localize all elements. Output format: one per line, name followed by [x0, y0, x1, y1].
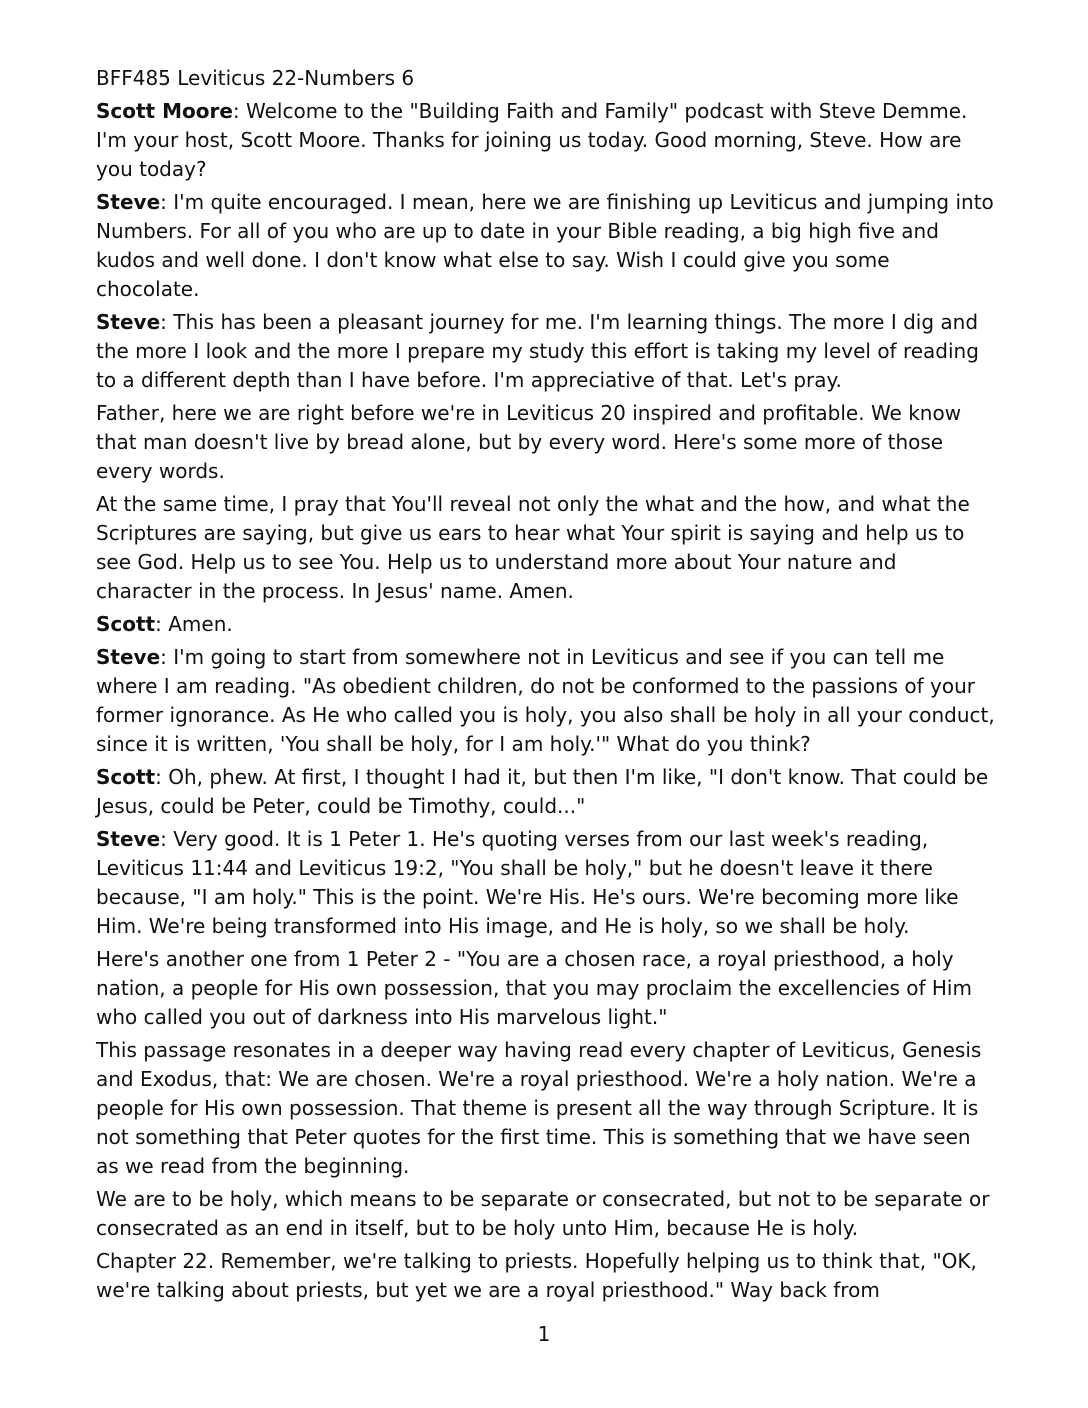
speaker-name: Scott Moore	[96, 99, 233, 123]
paragraph-text: Chapter 22. Remember, we're talking to priests. Hopefully helping us to think that, "OK, we're talking about priests, but yet we are a royal priesthood." Way back from	[96, 1249, 977, 1302]
document-title: BFF485 Leviticus 22-Numbers 6	[96, 66, 415, 90]
paragraph-text: Father, here we are right before we're in Leviticus 20 inspired and profitable. We know that man doesn't live by bread alone, but by every word. Here's some more of those every words.	[96, 401, 962, 483]
paragraph-text: We are to be holy, which means to be separate or consecrated, but not to be separate or consecrated as an end in itself, but to be holy unto Him, because He is holy.	[96, 1187, 990, 1240]
paragraph-text: : Very good. It is 1 Peter 1. He's quoting verses from our last week's reading, Leviticus 11:44 and Leviticus 19:2, "You shall be holy," but he doesn't leave it there because, "I am holy." This is the point. We're His. He's ours. We're becoming more like Him. We're being transformed into His image, and He is holy, so we shall be holy.	[96, 827, 959, 938]
speaker-name: Scott	[96, 765, 156, 789]
speaker-name: Steve	[96, 827, 161, 851]
paragraph	[96, 490, 996, 606]
paragraph	[96, 945, 996, 1032]
paragraph	[96, 308, 996, 395]
paragraph	[96, 1247, 996, 1305]
paragraph	[96, 763, 996, 821]
paragraph	[96, 399, 996, 486]
paragraph-text: At the same time, I pray that You'll reveal not only the what and the how, and what the Scriptures are saying, but give us ears to hear what Your spirit is saying and help us to see God. Help us to see You. Help us to understand more about Your nature and character in the process. In Jesus' name. Amen.	[96, 492, 970, 603]
paragraph-text: : Oh, phew. At first, I thought I had it, but then I'm like, "I don't know. That could be Jesus, could be Peter, could be Timothy, could..."	[96, 765, 989, 818]
paragraph-text: : Welcome to the "Building Faith and Family" podcast with Steve Demme. I'm your host, Scott Moore. Thanks for joining us today. Good morning, Steve. How are you today?	[96, 99, 968, 181]
paragraph	[96, 1036, 996, 1181]
paragraph	[96, 1185, 996, 1243]
paragraph-text: Here's another one from 1 Peter 2 - "You are a chosen race, a royal priesthood, a holy nation, a people for His own possession, that you may proclaim the excellencies of Him who called you out of darkness into His marvelous light."	[96, 947, 972, 1029]
paragraph	[96, 825, 996, 941]
paragraph-text: : Amen.	[155, 612, 233, 636]
paragraph	[96, 188, 996, 304]
paragraph	[96, 643, 996, 759]
paragraph	[96, 610, 996, 639]
speaker-name: Steve	[96, 310, 161, 334]
speaker-name: Steve	[96, 190, 161, 214]
paragraph-text: : I'm going to start from somewhere not in Leviticus and see if you can tell me where I am reading. "As obedient children, do not be conformed to the passions of your former ignorance. As He who called you is holy, you also shall be holy in all your conduct, since it is written, 'You shall be holy, for I am holy.'" What do you think?	[96, 645, 995, 756]
page-number: 1	[537, 1322, 551, 1346]
speaker-name: Steve	[96, 645, 161, 669]
paragraph-text: : This has been a pleasant journey for me. I'm learning things. The more I dig and the more I look and the more I prepare my study this effort is taking my level of reading to a different depth than I have before. I'm appreciative of that. Let's pray.	[96, 310, 979, 392]
paragraph	[96, 97, 996, 184]
paragraph-text: This passage resonates in a deeper way having read every chapter of Leviticus, Genesis and Exodus, that: We are chosen. We're a royal priesthood. We're a holy nation. We're a people for His own possession. That theme is present all the way through Scripture. It is not something that Peter quotes for the first time. This is something that we have seen as we read from the beginning.	[96, 1038, 982, 1178]
speaker-name: Scott	[96, 612, 156, 636]
paragraph-text: : I'm quite encouraged. I mean, here we are finishing up Leviticus and jumping into Numbers. For all of you who are up to date in your Bible reading, a big high five and kudos and well done. I don't know what else to say. Wish I could give you some chocolate.	[96, 190, 994, 301]
transcript-page	[96, 64, 996, 1309]
